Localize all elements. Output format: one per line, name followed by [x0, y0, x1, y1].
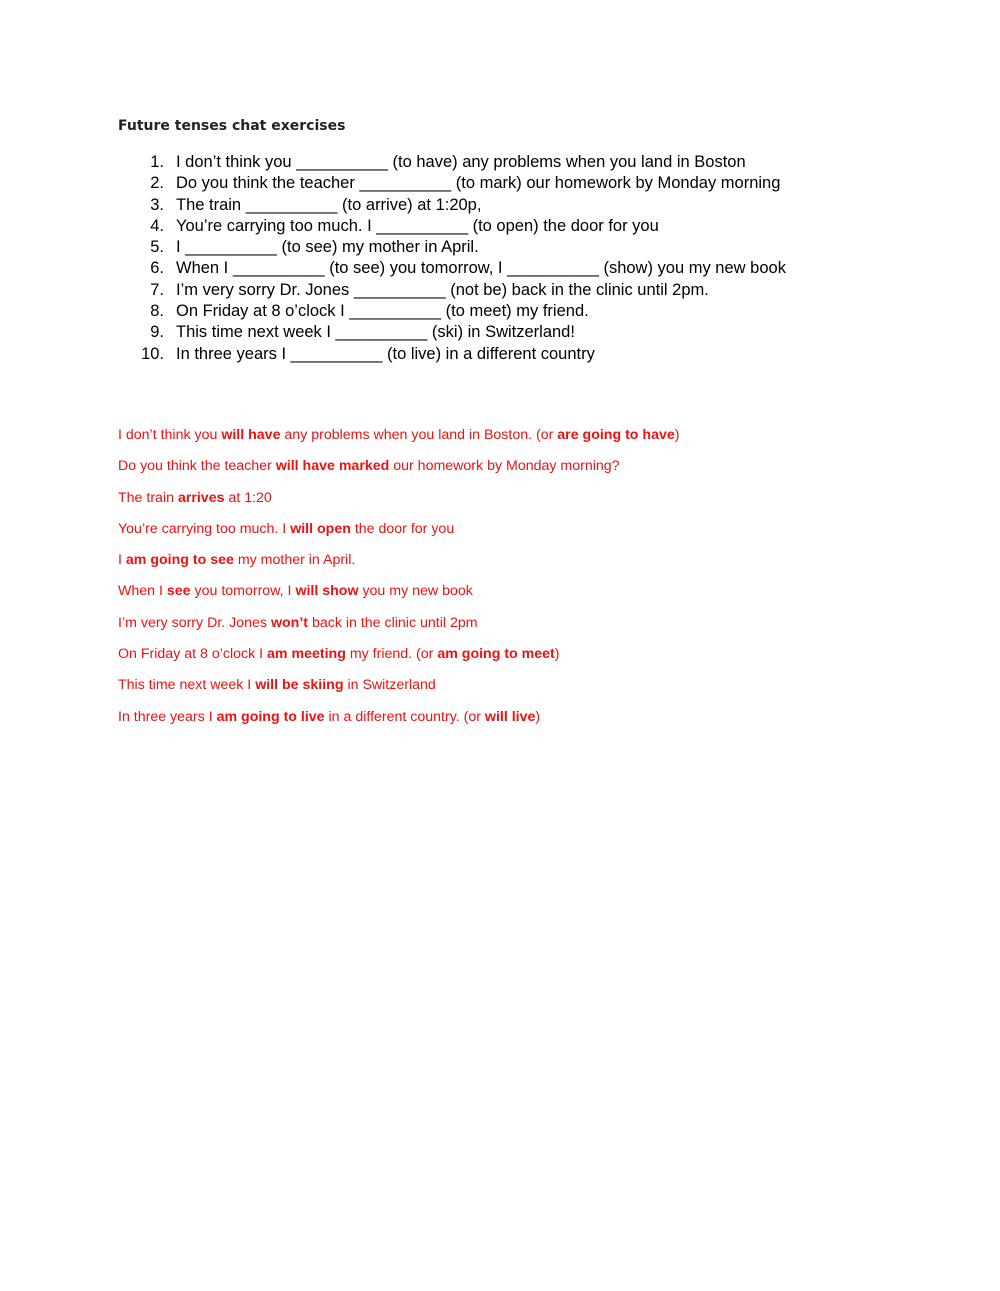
exercise-number: 10.: [141, 344, 164, 363]
answer-text: ): [554, 646, 560, 663]
answer-text: In three years I: [118, 708, 217, 725]
exercise-text: I’m very sorry Dr. Jones __________ (not be) back in the clinic until 2pm.: [176, 280, 709, 299]
exercise-number: 4.: [150, 216, 164, 235]
answer-text: back in the clinic until 2pm: [308, 614, 478, 631]
answer-text: any problems when you land in Boston. (or: [280, 427, 558, 443]
answer-text: Do you think the teacher: [118, 458, 276, 475]
answer-line: [118, 518, 679, 549]
exercise-number: 1.: [150, 153, 164, 171]
answer-keyword: see: [166, 583, 191, 600]
answer-keyword: will live: [484, 708, 536, 725]
exercise-text: I __________ (to see) my mother in April.: [176, 238, 479, 257]
answer-keyword: will have: [221, 427, 281, 443]
answer-keyword: am going to live: [216, 708, 325, 725]
answer-text: ): [535, 708, 541, 725]
exercise-number: 6.: [150, 259, 164, 278]
answer-text: you tomorrow, I: [190, 583, 296, 600]
answer-line: [118, 706, 679, 737]
exercise-text: When I __________ (to see) you tomorrow, I __________ (show) you my new book: [176, 259, 786, 278]
answer-text: I don’t think you: [118, 427, 222, 443]
answer-keyword: will be skiing: [255, 677, 344, 694]
answer-keyword: won’t: [270, 614, 308, 631]
answer-line: [118, 487, 679, 518]
answer-line: [118, 455, 679, 486]
answer-key: [118, 424, 679, 737]
answer-text: you my new book: [358, 583, 473, 600]
exercise-text: In three years I __________ (to live) in a different country: [176, 344, 595, 363]
exercise-number: 7.: [150, 280, 164, 299]
answer-text: at 1:20: [224, 489, 272, 506]
answer-keyword: am going to see: [125, 552, 234, 569]
exercise-text: The train __________ (to arrive) at 1:20p,: [176, 195, 482, 214]
answer-keyword: will have marked: [275, 458, 390, 475]
exercise-text: You’re carrying too much. I __________ (to open) the door for you: [176, 216, 659, 235]
answer-keyword: will show: [295, 583, 359, 600]
answer-text: This time next week I: [118, 677, 256, 694]
answer-keyword: arrives: [177, 489, 225, 506]
answer-line: [118, 580, 679, 611]
answer-text: When I: [118, 583, 167, 600]
answer-text: in a different country. (or: [324, 708, 485, 725]
answer-line: [118, 549, 679, 580]
answer-line: [118, 424, 679, 455]
exercise-number: 8.: [150, 302, 164, 321]
answer-text: our homework by Monday morning?: [389, 458, 620, 475]
answer-text: You’re carrying too much. I: [118, 520, 291, 537]
exercise-text: This time next week I __________ (ski) in Switzerland!: [176, 323, 575, 342]
answer-keyword: will open: [290, 520, 351, 537]
exercise-number: 5.: [150, 238, 164, 257]
answer-keyword: am meeting: [267, 646, 346, 663]
answer-line: [118, 612, 679, 643]
exercise-text: I don’t think you __________ (to have) any problems when you land in Boston: [176, 153, 746, 171]
answer-text: my friend. (or: [345, 646, 438, 663]
answer-text: in Switzerland: [343, 677, 436, 694]
answer-text: I: [118, 552, 126, 569]
answer-text: my mother in April.: [233, 552, 356, 569]
exercise-text: On Friday at 8 o’clock I __________ (to meet) my friend.: [176, 302, 589, 321]
exercise-number: 2.: [150, 174, 164, 193]
answer-text: the door for you: [350, 520, 455, 537]
exercise-text: Do you think the teacher __________ (to mark) our homework by Monday morning: [176, 174, 781, 193]
answer-keyword: am going to meet: [437, 646, 555, 663]
answer-keyword: are going to have: [557, 427, 675, 443]
answer-text: The train: [118, 489, 178, 506]
answer-text: I’m very sorry Dr. Jones: [118, 614, 271, 631]
exercise-number: 3.: [150, 195, 164, 214]
answer-text: ): [674, 427, 680, 443]
answer-line: [118, 643, 679, 674]
answer-text: On Friday at 8 o’clock I: [118, 646, 268, 663]
page-title: Future tenses chat exercises: [118, 118, 346, 134]
answer-line: [118, 674, 679, 705]
exercise-number: 9.: [150, 323, 164, 342]
